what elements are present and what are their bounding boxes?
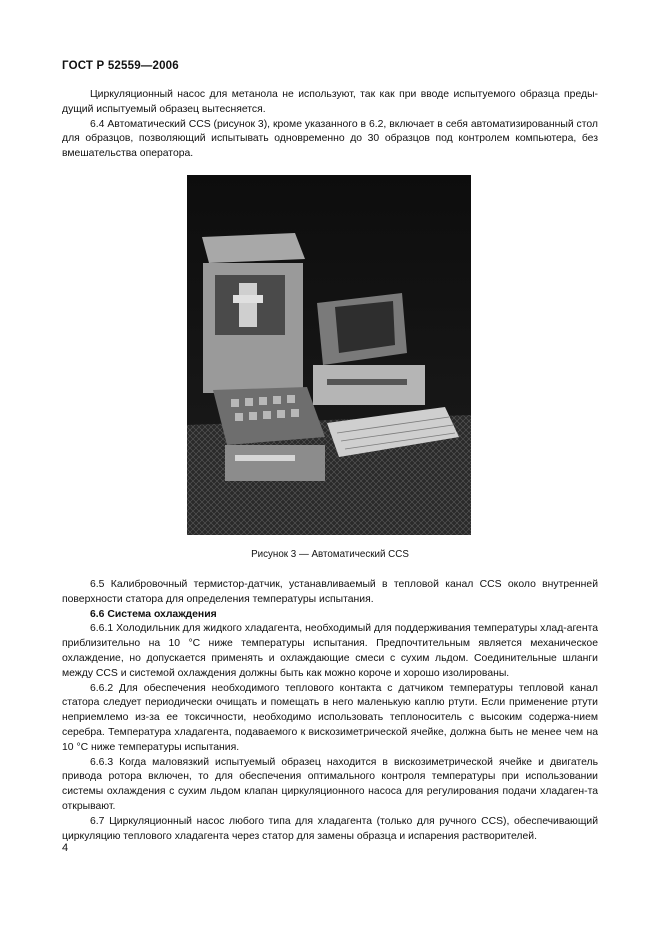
figure-automatic-ccs-photo: [187, 175, 471, 535]
text-block-bottom: [62, 578, 598, 844]
paragraph-6-6-2: 6.6.2 Для обеспечения необходимого теплового контакта с датчиком температуры тепловой канал статора следует периодически очищать и помещать в него маленькую каплю ртути. Если применение ртути неприемлемо из-за ее токсичности, необходимо использовать теплоноситель с высоким содержа-нием серебра. Температура хладагента, подаваемого к вискозиметрической ячейке, должна быть не менее чем на 10 °С ниже температуры испытания.: [62, 682, 598, 753]
text-block-top: [62, 88, 598, 162]
paragraph-6-4: 6.4 Автоматический CCS (рисунок 3), кроме указанного в 6.2, включает в себя автоматизированный стол для образцов, позволяющий испытывать одновременно до 30 образцов под контролем компьютера, без вмешательства оператора.: [62, 118, 598, 160]
paragraph-6-6-1: 6.6.1 Холодильник для жидкого хладагента, необходимый для поддерживания температуры хлад-агента приблизительно на 10 °С ниже температуры испытания. Предпочтительным является механическое охлаждение, но допускается применять и охлаждающие смеси с сухим льдом. Соединительные шланги между CCS и системой охлаждения должны быть как можно короче и хорошо изолированы.: [62, 623, 598, 679]
paragraph-6-6-3: 6.6.3 Когда маловязкий испытуемый образец находится в вискозиметрической ячейке и двигатель привода ротора включен, то для обеспечения оптимального контроля температуры при использовании системы охлаждения с сухим льдом клапан циркуляционного насоса для регулирования подачи хладаген-та открывают.: [62, 756, 598, 812]
page-number: 4: [62, 842, 69, 854]
paragraph-6-7: 6.7 Циркуляционный насос любого типа для хладагента (только для ручного CCS), обеспечивающий циркуляцию теплового хладагента через статор для замены образца и испарения растворителей.: [62, 815, 598, 842]
section-heading-6-6: 6.6 Система охлаждения: [90, 608, 217, 620]
paragraph-6-5: 6.5 Калибровочный термистор-датчик, устанавливаемый в тепловой канал CCS около внутренней поверхности статора для определения температуры испытания.: [62, 579, 598, 605]
document-header: ГОСТ Р 52559—2006: [62, 60, 179, 72]
paragraph-pump-methanol: Циркуляционный насос для метанола не используют, так как при вводе испытуемого образца преды-дущий испытуемый образец вытесняется.: [62, 89, 598, 115]
figure-caption: Рисунок 3 — Автоматический CCS: [251, 549, 409, 560]
photo-automatic-ccs-icon: [187, 175, 471, 535]
